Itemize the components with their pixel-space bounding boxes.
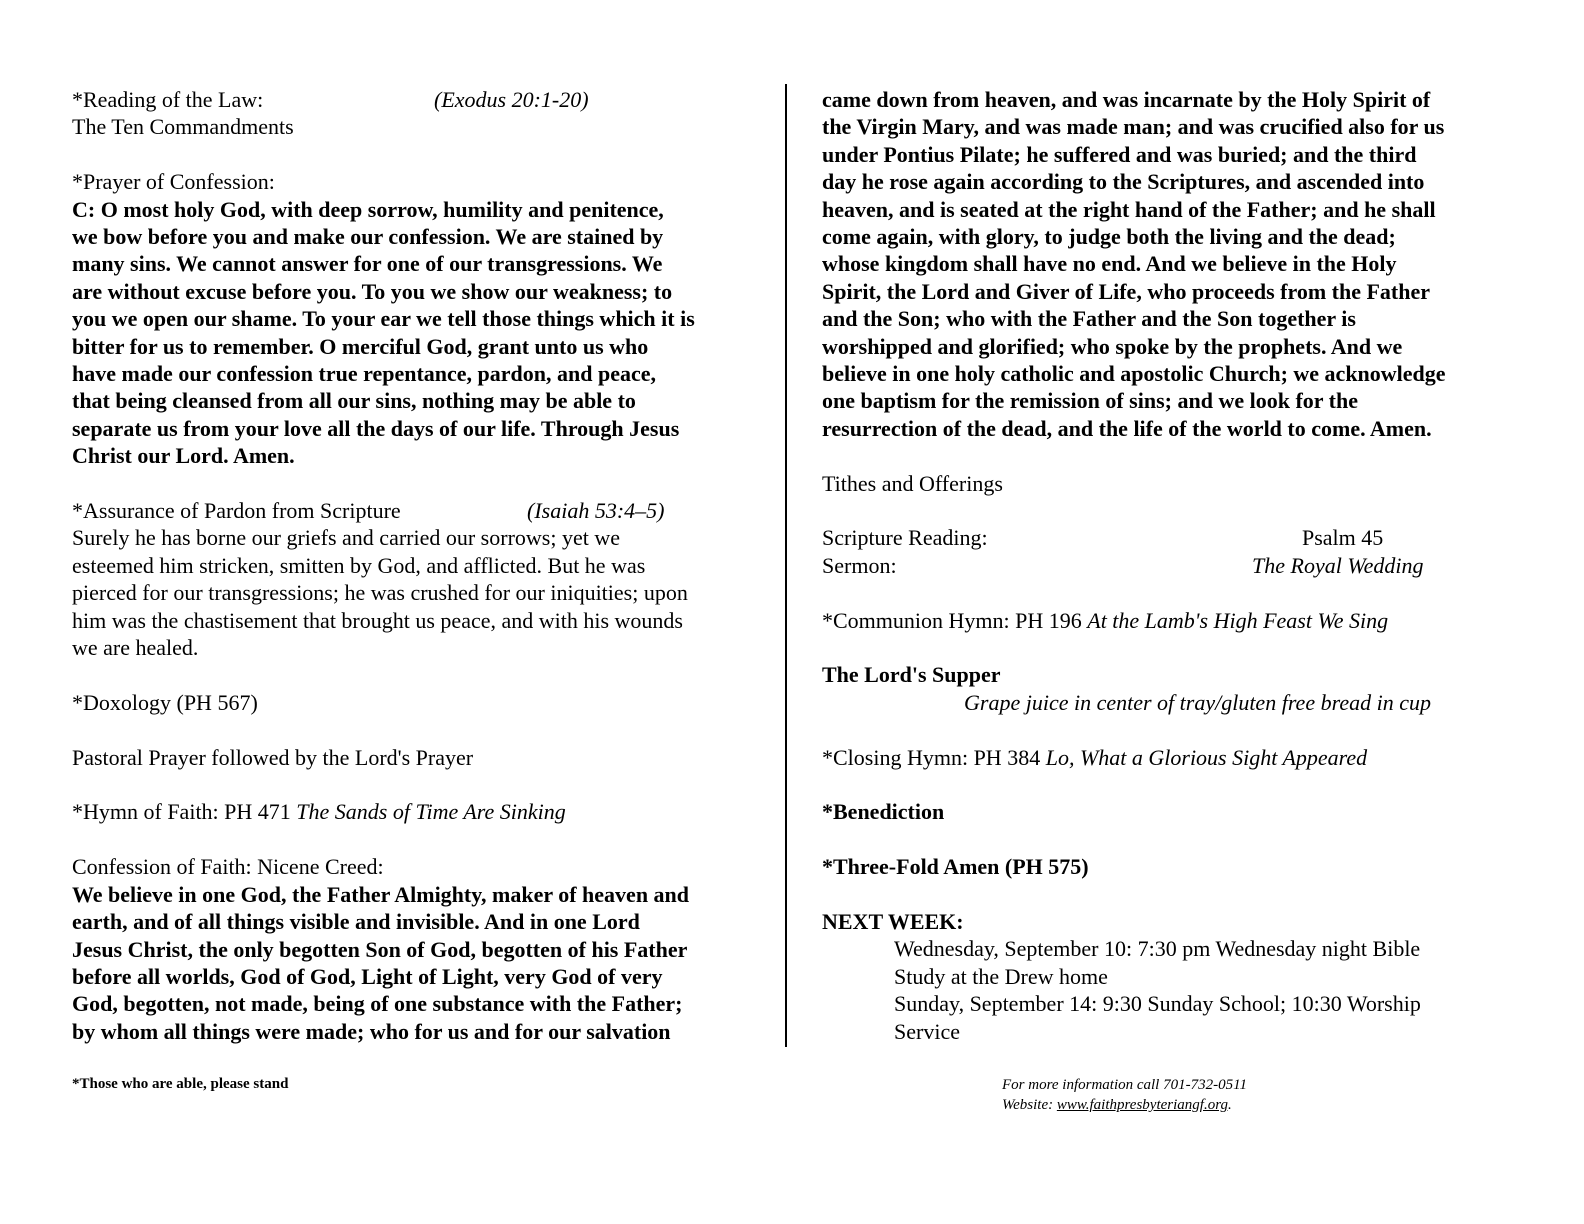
confession-title: *Prayer of Confession: bbox=[72, 169, 275, 195]
next-week-title: NEXT WEEK: bbox=[822, 909, 964, 935]
creed-line: by whom all things were made; who for us and for our salvation bbox=[72, 1018, 671, 1044]
left-column bbox=[72, 86, 762, 1073]
creed-line: one baptism for the remission of sins; and we look for the bbox=[822, 388, 1358, 414]
reading-of-law bbox=[72, 86, 762, 141]
next-week-line: Wednesday, September 10: 7:30 pm Wednesday night Bible bbox=[894, 936, 1421, 962]
creed-line: before all worlds, God of God, Light of Light, very God of very bbox=[72, 963, 663, 989]
tithes-and-offerings: Tithes and Offerings bbox=[822, 470, 1003, 496]
confession-line: you we open our shame. To your ear we tell those things which it is bbox=[72, 306, 695, 332]
creed-line: and the Son; who with the Father and the Son together is bbox=[822, 306, 1356, 332]
confession-line: bitter for us to remember. O merciful God, grant unto us who bbox=[72, 333, 649, 359]
website-link[interactable]: www.faithpresbyteriangf.org bbox=[1056, 1097, 1228, 1113]
contact-info bbox=[1002, 1075, 1247, 1115]
sermon-title: The Royal Wedding bbox=[1252, 552, 1424, 578]
phone-info: For more information call 701-732-0511 bbox=[1002, 1077, 1247, 1093]
website-label: Website: bbox=[1002, 1097, 1057, 1113]
confession-line: that being cleansed from all our sins, nothing may be able to bbox=[72, 388, 636, 414]
creed-line: We believe in one God, the Father Almighty, maker of heaven and bbox=[72, 881, 690, 907]
right-column bbox=[822, 86, 1512, 1072]
three-fold-amen: *Three-Fold Amen (PH 575) bbox=[822, 854, 1089, 880]
assurance-of-pardon bbox=[72, 497, 762, 661]
creed-line: heaven, and is seated at the right hand of the Father; and he shall bbox=[822, 196, 1436, 222]
creed-line: God, begotten, not made, being of one substance with the Father; bbox=[72, 991, 683, 1017]
creed-line: worshipped and glorified; who spoke by the prophets. And we bbox=[822, 333, 1403, 359]
creed-line: under Pontius Pilate; he suffered and was buried; and the third bbox=[822, 141, 1417, 167]
confession-line: are without excuse before you. To you we show our weakness; to bbox=[72, 278, 673, 304]
confession-line: we bow before you and make our confession. We are stained by bbox=[72, 224, 664, 250]
confession-line: C: O most holy God, with deep sorrow, humility and penitence, bbox=[72, 196, 664, 222]
next-week-line: Study at the Drew home bbox=[894, 963, 1108, 989]
communion-hymn bbox=[822, 607, 1512, 634]
closing-hymn bbox=[822, 744, 1512, 771]
hymn-of-faith-label: *Hymn of Faith: PH 471 bbox=[72, 799, 297, 825]
creed-line: resurrection of the dead, and the life of the world to come. Amen. bbox=[822, 415, 1432, 441]
pastoral-prayer: Pastoral Prayer followed by the Lord's Prayer bbox=[72, 744, 474, 770]
assurance-reference: (Isaiah 53:4–5) bbox=[527, 498, 665, 524]
assurance-line: we are healed. bbox=[72, 635, 199, 661]
law-reference: (Exodus 20:1-20) bbox=[434, 87, 589, 112]
communion-hymn-label: *Communion Hymn: PH 196 bbox=[822, 607, 1088, 633]
creed-line: Jesus Christ, the only begotten Son of God, begotten of his Father bbox=[72, 936, 688, 962]
benediction: *Benediction bbox=[822, 799, 945, 825]
next-week-line: Service bbox=[894, 1018, 960, 1044]
scripture-label: Scripture Reading: bbox=[822, 525, 988, 551]
creed-continued bbox=[822, 86, 1512, 442]
next-week-line: Sunday, September 14: 9:30 Sunday School; 10:30 Worship bbox=[894, 991, 1421, 1017]
doxology: *Doxology (PH 567) bbox=[72, 689, 258, 715]
website-line bbox=[1002, 1095, 1247, 1115]
sermon-label: Sermon: bbox=[822, 552, 897, 578]
stand-note: *Those who are able, please stand bbox=[72, 1076, 289, 1092]
lords-supper-title: The Lord's Supper bbox=[822, 662, 1001, 688]
next-week bbox=[822, 908, 1512, 1045]
nicene-creed bbox=[72, 853, 762, 1045]
hymn-of-faith bbox=[72, 798, 762, 825]
creed-line: earth, and of all things visible and invisible. And in one Lord bbox=[72, 909, 640, 935]
creed-line: believe in one holy catholic and apostolic Church; we acknowledge bbox=[822, 361, 1446, 387]
assurance-line: esteemed him stricken, smitten by God, and afflicted. But he was bbox=[72, 552, 646, 578]
creed-line: day he rose again according to the Scriptures, and ascended into bbox=[822, 169, 1425, 195]
creed-line: whose kingdom shall have no end. And we believe in the Holy bbox=[822, 251, 1397, 277]
law-title: *Reading of the Law: bbox=[72, 87, 264, 112]
lords-supper-note: Grape juice in center of tray/gluten free bread in cup bbox=[964, 689, 1431, 715]
creed-line: came down from heaven, and was incarnate by the Holy Spirit of bbox=[822, 87, 1431, 112]
prayer-of-confession bbox=[72, 168, 762, 469]
closing-hymn-label: *Closing Hymn: PH 384 bbox=[822, 744, 1046, 770]
scripture-value: Psalm 45 bbox=[1302, 525, 1384, 551]
closing-hymn-title: Lo, What a Glorious Sight Appeared bbox=[1045, 744, 1368, 770]
hymn-of-faith-title: The Sands of Time Are Sinking bbox=[296, 799, 566, 825]
assurance-line: him was the chastisement that brought us peace, and with his wounds bbox=[72, 607, 683, 633]
creed-line: come again, with glory, to judge both the living and the dead; bbox=[822, 224, 1396, 250]
creed-line: the Virgin Mary, and was made man; and was crucified also for us bbox=[822, 114, 1445, 140]
assurance-line: pierced for our transgressions; he was crushed for our iniquities; upon bbox=[72, 580, 688, 606]
website-end: . bbox=[1227, 1097, 1232, 1113]
law-subtitle: The Ten Commandments bbox=[72, 114, 294, 140]
column-divider bbox=[785, 84, 787, 1047]
confession-line: many sins. We cannot answer for one of our transgressions. We bbox=[72, 251, 663, 277]
assurance-line: Surely he has borne our griefs and carried our sorrows; yet we bbox=[72, 525, 620, 551]
assurance-title: *Assurance of Pardon from Scripture bbox=[72, 498, 401, 524]
confession-line: separate us from your love all the days of our life. Through Jesus bbox=[72, 415, 680, 441]
communion-hymn-title: At the Lamb's High Feast We Sing bbox=[1087, 607, 1389, 633]
creed-title: Confession of Faith: Nicene Creed: bbox=[72, 854, 384, 880]
confession-line: have made our confession true repentance, pardon, and peace, bbox=[72, 361, 657, 387]
lords-supper bbox=[822, 661, 1512, 716]
creed-line: Spirit, the Lord and Giver of Life, who proceeds from the Father bbox=[822, 278, 1431, 304]
scripture-and-sermon bbox=[822, 524, 1512, 579]
confession-line: Christ our Lord. Amen. bbox=[72, 443, 295, 469]
